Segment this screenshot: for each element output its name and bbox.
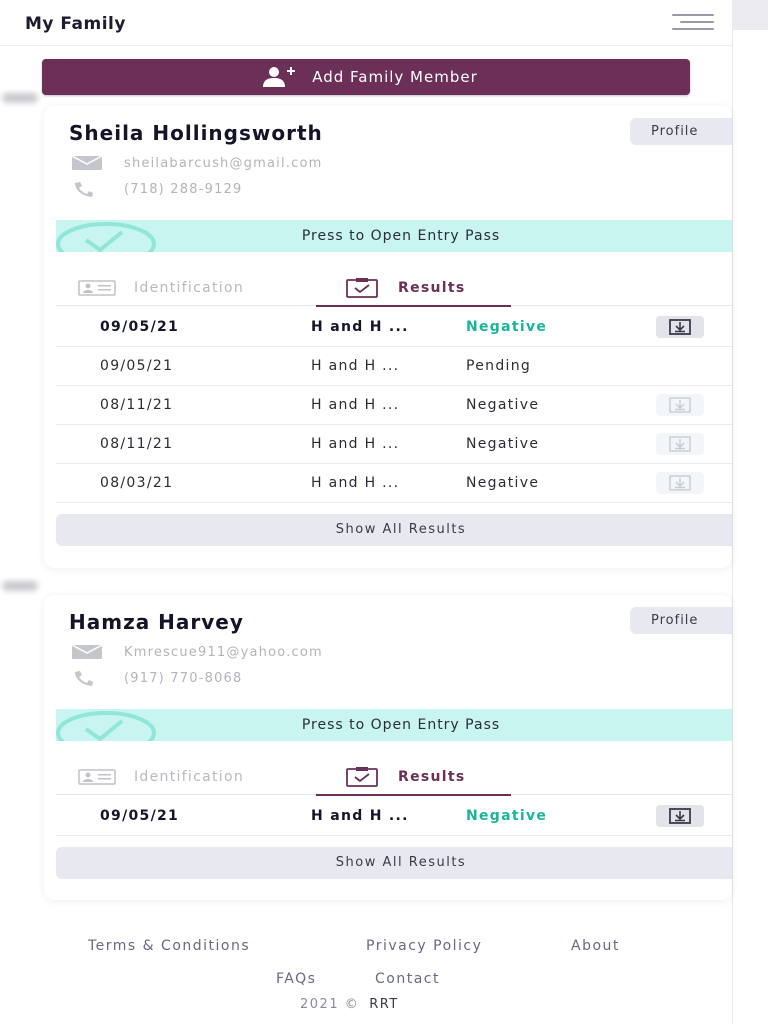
member-name: Hamza Harvey [69,610,244,634]
show-all-results-button[interactable]: Show All Results [56,847,732,879]
member-phone-row [72,670,242,686]
footer-link-about[interactable]: About [571,938,620,954]
result-location: H and H ... [311,319,409,335]
result-date: 09/05/21 [100,808,180,824]
download-icon[interactable] [656,394,704,416]
tab-results[interactable] [316,759,511,796]
result-location: H and H ... [311,808,409,824]
entry-pass-button[interactable] [56,709,732,741]
result-date: 09/05/21 [100,319,180,335]
result-date: 08/11/21 [100,397,174,413]
result-row[interactable] [56,347,732,386]
result-row[interactable] [56,386,732,425]
member-tabs [56,759,732,795]
footer-copyright [300,997,399,1012]
blurred-marker [2,93,38,103]
member-email: sheilabarcush@gmail.com [124,155,323,171]
footer-link-privacy[interactable]: Privacy Policy [366,938,483,954]
phone-icon [72,670,102,686]
app-header [0,0,732,46]
tab-identification-label: Identification [134,280,244,296]
id-card-icon [78,769,116,785]
envelope-icon [72,155,102,171]
result-location: H and H ... [311,436,400,452]
member-email-row [72,644,323,660]
entry-pass-label: Press to Open Entry Pass [301,228,501,244]
profile-button[interactable]: Profile [630,118,732,145]
footer-link-faqs[interactable]: FAQs [276,971,317,987]
copyright-text: 2021 © [300,997,360,1012]
member-phone-row [72,181,242,197]
result-status: Negative [466,397,540,413]
side-panel-edge [732,0,768,1024]
entry-pass-label: Press to Open Entry Pass [301,717,501,733]
download-icon[interactable] [656,805,704,827]
clipboard-check-icon [346,278,378,298]
add-family-member-button[interactable] [42,59,690,95]
tab-results-label: Results [398,768,466,785]
result-location: H and H ... [311,397,400,413]
envelope-icon [72,644,102,660]
tab-identification[interactable] [78,759,244,795]
brand-name: RRT [369,997,399,1012]
download-icon[interactable] [656,472,704,494]
download-icon[interactable] [656,433,704,455]
result-date: 08/11/21 [100,436,174,452]
member-card [44,595,732,900]
download-icon[interactable] [656,316,704,338]
tab-identification[interactable] [78,270,244,306]
add-family-member-label: Add Family Member [312,68,478,86]
result-date: 08/03/21 [100,475,174,491]
result-row[interactable] [56,797,732,836]
result-row[interactable] [56,464,732,503]
member-email: Kmrescue911@yahoo.com [124,644,323,660]
menu-icon[interactable] [672,12,714,32]
clipboard-check-icon [346,767,378,787]
tab-identification-label: Identification [134,769,244,785]
result-status: Pending [466,358,532,374]
result-status: Negative [466,475,540,491]
tab-results-label: Results [398,279,466,296]
member-phone: (917) 770-8068 [124,670,243,686]
add-user-icon [254,66,296,88]
member-phone: (718) 288-9129 [124,181,243,197]
member-name: Sheila Hollingsworth [69,121,323,145]
result-date: 09/05/21 [100,358,174,374]
footer-link-terms[interactable]: Terms & Conditions [88,938,251,954]
show-all-results-button[interactable]: Show All Results [56,514,732,546]
member-tabs [56,270,732,306]
result-row[interactable] [56,425,732,464]
page-title: My Family [25,14,126,34]
id-card-icon [78,280,116,296]
result-status: Negative [466,808,548,824]
result-location: H and H ... [311,358,400,374]
entry-pass-button[interactable] [56,220,732,252]
member-email-row [72,155,322,171]
result-row[interactable] [56,308,732,347]
result-location: H and H ... [311,475,400,491]
result-status: Negative [466,436,540,452]
result-status: Negative [466,319,548,335]
footer-link-contact[interactable]: Contact [375,971,440,987]
profile-button[interactable]: Profile [630,607,732,634]
blurred-marker [2,581,38,591]
phone-icon [72,181,102,197]
tab-results[interactable] [316,270,511,307]
member-card [44,106,732,568]
